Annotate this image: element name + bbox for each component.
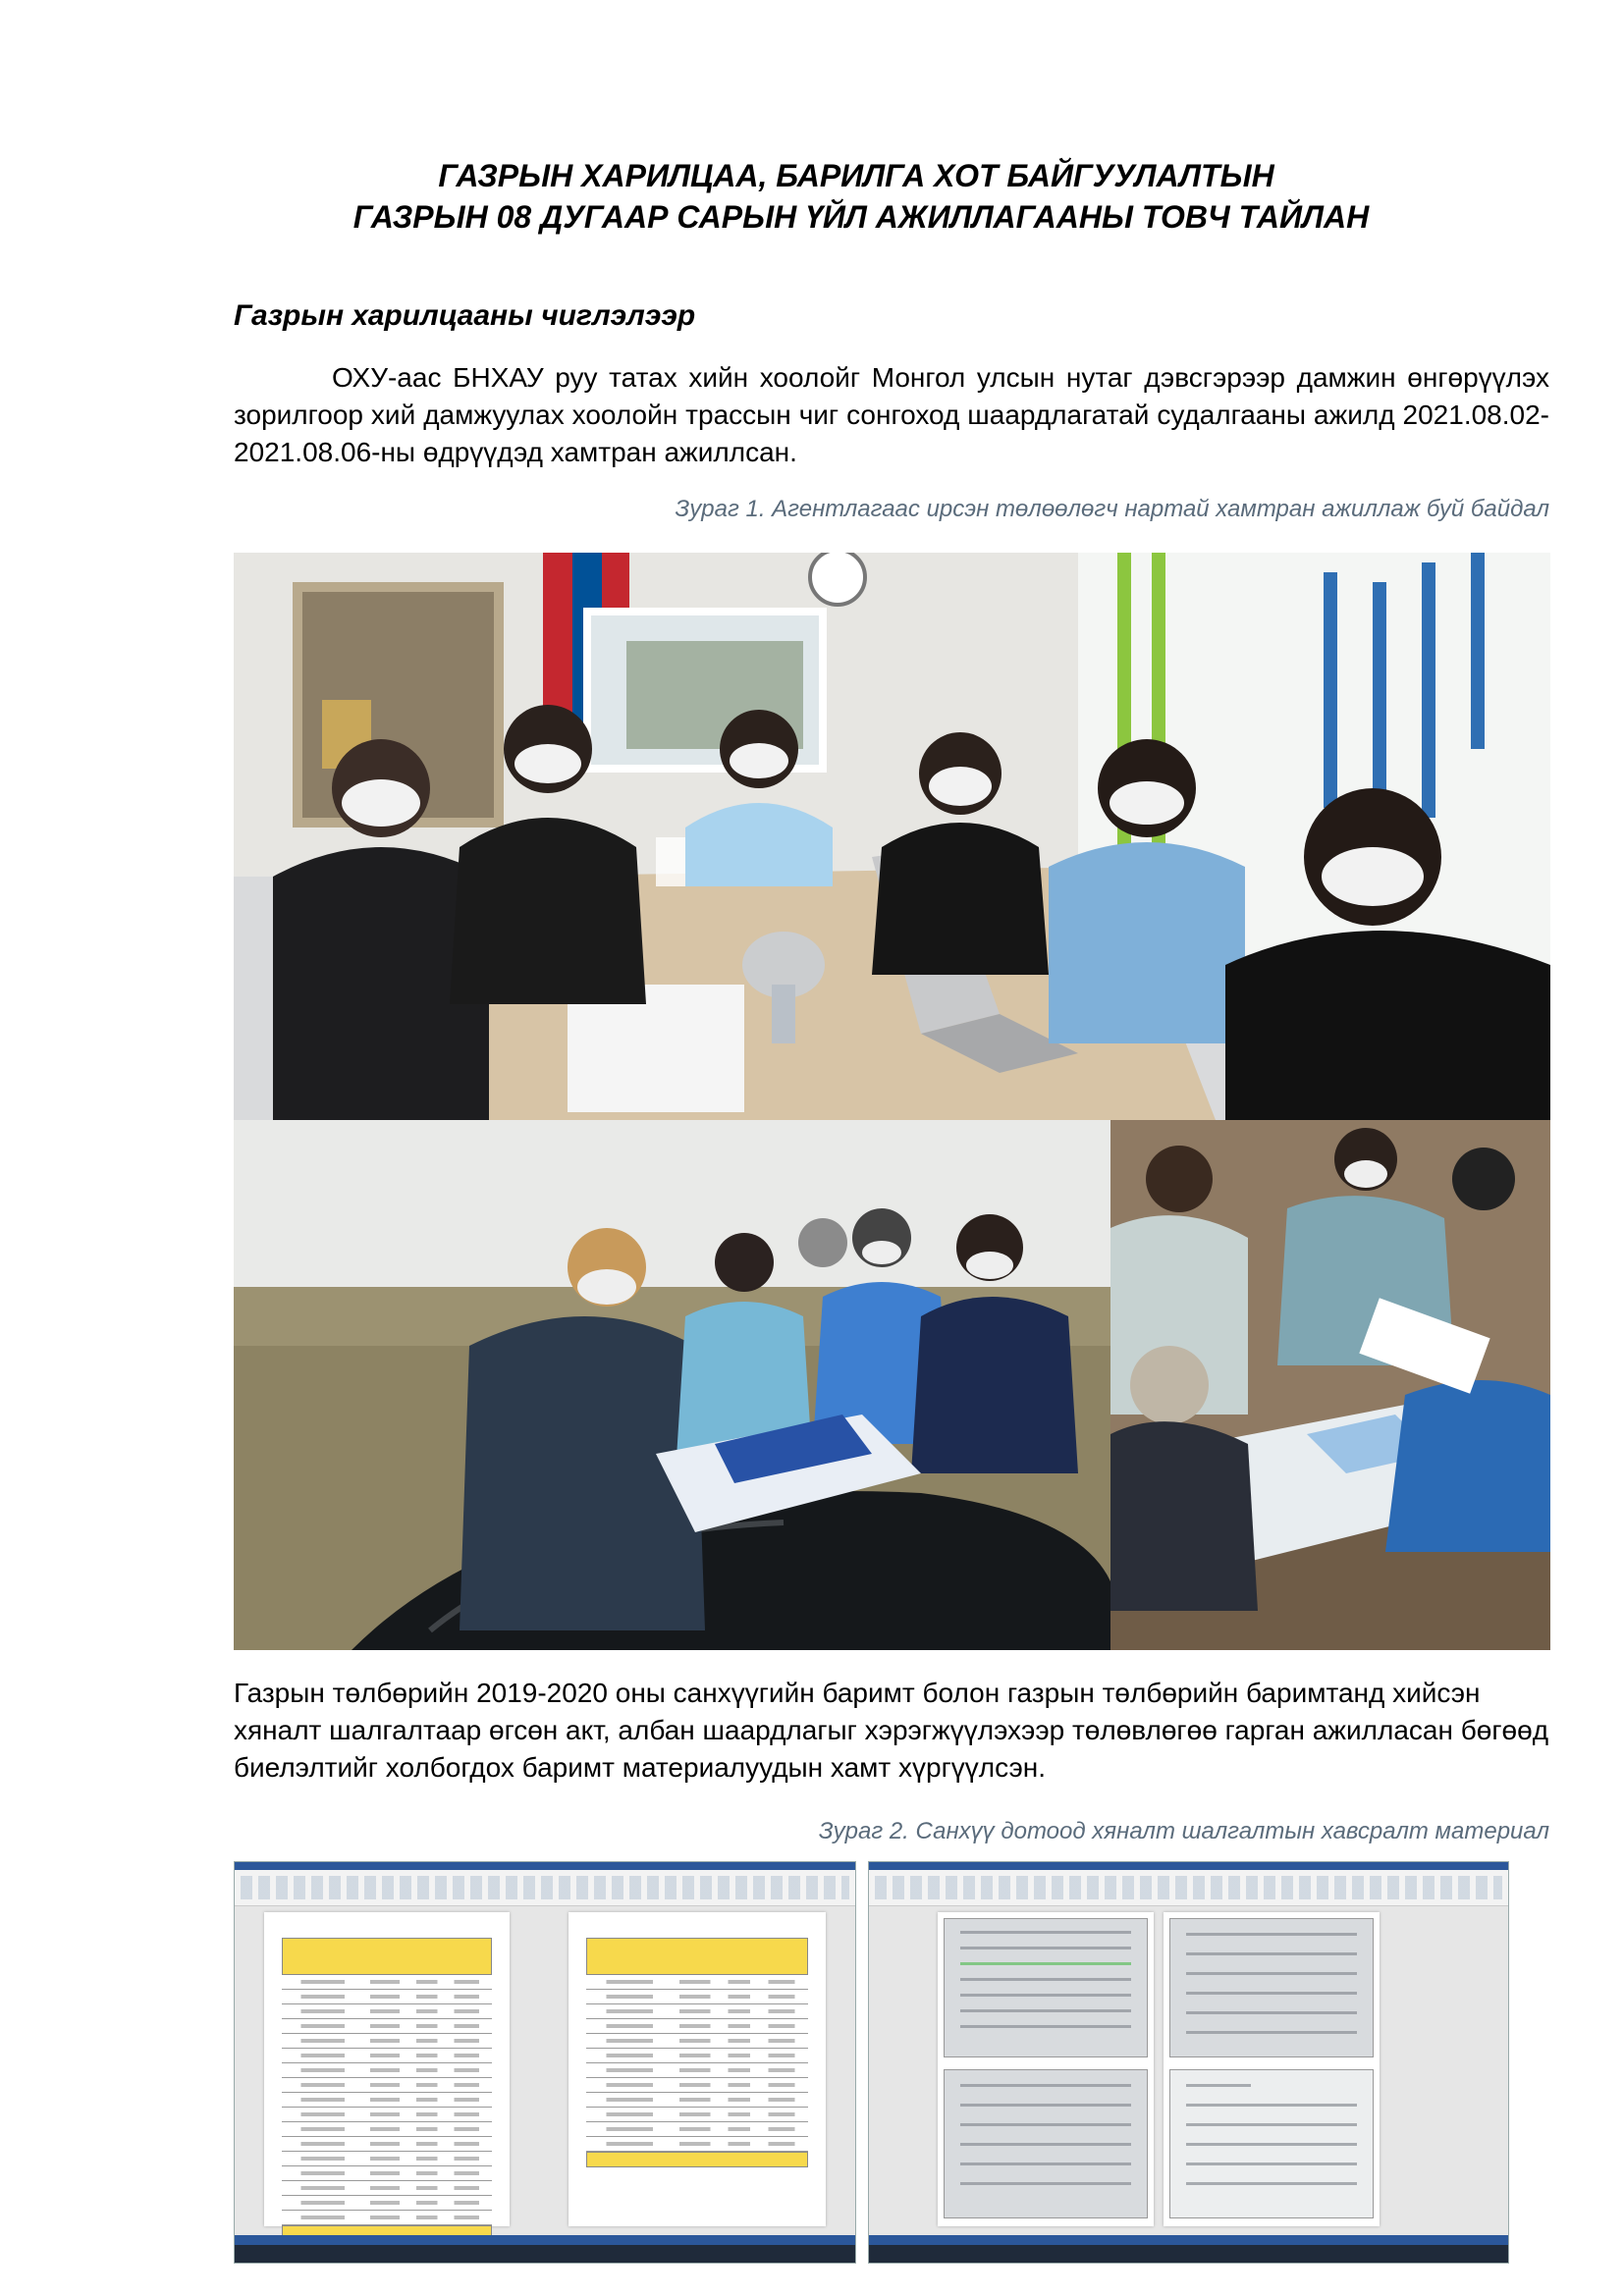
- paragraph-land-fee-inspection: Газрын төлбөрийн 2019-2020 оны санхүүгийн баримт болон газрын төлбөрийн баримтанд хийсэн хяналт шалгалтаар өгсөн акт, албан шаардлагыг хэрэгжүүлэхээр төлөвлөгөө гарган ажилласан бөгөөд биелэлтийг холбогдох баримт материалуудын хамт хүргүүлсэн.: [234, 1678, 1549, 1783]
- report-title: [0, 155, 1624, 238]
- document-canvas: [869, 1906, 1508, 2235]
- windows-taskbar: [869, 2245, 1508, 2263]
- scanned-documents-screenshot: [868, 1861, 1509, 2264]
- page-scan-right: [1164, 1912, 1380, 2226]
- scanned-statement: [944, 1918, 1148, 2057]
- page-right-table: [568, 1912, 826, 2226]
- word-status-bar: [235, 2235, 855, 2245]
- field-survey-group-photo: [234, 1120, 1110, 1650]
- section-heading: Газрын харилцааны чиглэлээр: [234, 299, 696, 332]
- word-ribbon: [235, 1862, 855, 1906]
- figure-1-caption: Зураг 1. Агентлагаас ирсэн төлөөлөгч нартай хамтран ажиллаж буй байдал: [675, 496, 1549, 522]
- scanned-transfer: [1169, 1918, 1374, 2057]
- map-study-photo: [1110, 1120, 1550, 1650]
- page-scan-left: [938, 1912, 1154, 2226]
- office-meeting-photo: [234, 553, 1550, 1120]
- spreadsheet-screenshot: [234, 1861, 856, 2264]
- word-status-bar: [869, 2235, 1508, 2245]
- scanned-receipt: [944, 2069, 1148, 2218]
- report-title-line1: ГАЗРЫН ХАРИЛЦАА, БАРИЛГА ХОТ БАЙГУУЛАЛТЫН: [438, 158, 1274, 193]
- paragraph-pipeline-survey: ОХУ-аас БНХАУ руу татах хийн хоолойг Монгол улсын нутаг дэвсгэрээр дамжин өнгөрүүлэх зорилгоор хий дамжуулах хоолойн трассын чиг сонгоход шаардлагатай судалгааны ажилд 2021.08.02-2021.08.06-ны өдрүүдэд хамтран ажиллсан.: [234, 362, 1549, 467]
- report-title-line2: ГАЗРЫН 08 ДУГААР САРЫН ҮЙЛ АЖИЛЛАГААНЫ ТОВЧ ТАЙЛАН: [352, 199, 1370, 235]
- windows-taskbar: [235, 2245, 855, 2263]
- document-canvas: [235, 1906, 855, 2235]
- page-left-table: [264, 1912, 510, 2226]
- figure-2-caption: Зураг 2. Санхүү дотоод хяналт шалгалтын хавсралт материал: [818, 1818, 1549, 1844]
- word-ribbon: [869, 1862, 1508, 1906]
- scanned-bank-slip: [1169, 2069, 1374, 2218]
